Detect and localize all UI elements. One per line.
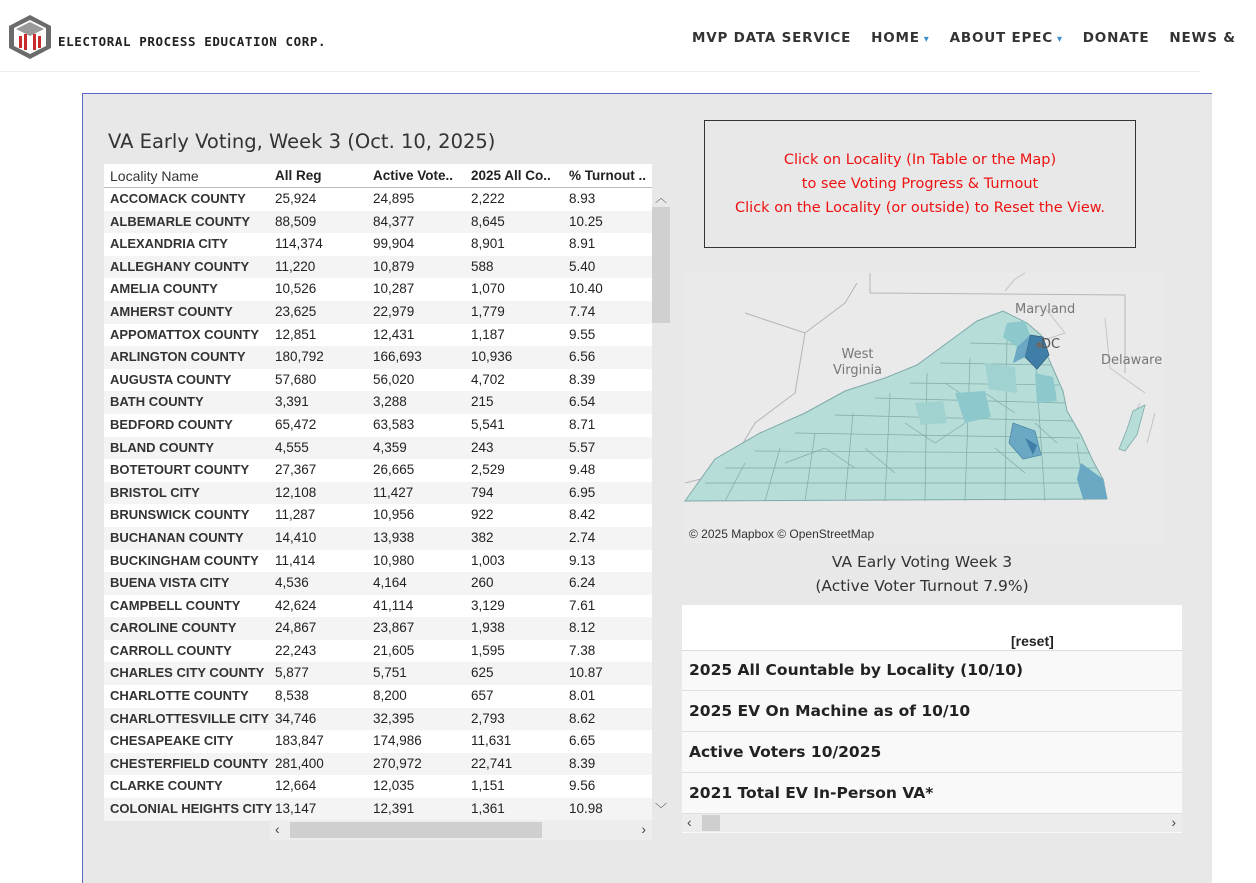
map-caption-turnout: (Active Voter Turnout 7.9%): [815, 577, 1029, 595]
table-row[interactable]: [104, 301, 652, 324]
table-row[interactable]: [104, 391, 652, 414]
cell-active-voters: 10,956: [373, 507, 415, 523]
cell-turnout: 6.95: [569, 484, 596, 500]
cell-locality: BRISTOL CITY: [110, 484, 200, 500]
cell-locality: BATH COUNTY: [110, 394, 204, 410]
cell-locality: ARLINGTON COUNTY: [110, 349, 246, 365]
column-header-all-countable[interactable]: 2025 All Co..: [471, 168, 551, 183]
cell-locality: BLAND COUNTY: [110, 439, 214, 455]
cell-all-countable: 243: [471, 439, 494, 455]
cell-active-voters: 12,035: [373, 778, 415, 794]
cell-turnout: 8.12: [569, 620, 596, 636]
cell-active-voters: 24,895: [373, 191, 415, 206]
cell-locality: AUGUSTA COUNTY: [110, 371, 232, 387]
cell-turnout: 10.87: [569, 665, 603, 681]
column-header-turnout[interactable]: % Turnout ..: [569, 168, 646, 183]
reset-area: [682, 605, 1182, 651]
table-row[interactable]: [104, 775, 652, 798]
cell-active-voters: 41,114: [373, 597, 414, 613]
cell-turnout: 10.25: [569, 213, 603, 229]
table-row[interactable]: [104, 233, 652, 256]
instructions-box: [704, 120, 1136, 248]
cell-locality: CHARLES CITY COUNTY: [110, 665, 265, 681]
cell-turnout: 7.38: [569, 642, 596, 658]
table-row[interactable]: [104, 640, 652, 663]
scroll-up-icon[interactable]: ︿: [654, 191, 667, 205]
cell-turnout: 8.62: [569, 710, 596, 726]
map-credit[interactable]: © 2025 Mapbox © OpenStreetMap: [689, 527, 875, 541]
chevron-down-icon: ▾: [923, 34, 930, 45]
cell-turnout: 9.13: [569, 552, 596, 568]
cell-all-countable: 3,129: [471, 597, 505, 613]
cell-locality: APPOMATTOX COUNTY: [110, 326, 260, 342]
cell-all-reg: 8,538: [275, 688, 309, 704]
cell-active-voters: 10,287: [373, 281, 415, 297]
cell-active-voters: 23,867: [373, 620, 415, 636]
virginia-map[interactable]: [685, 273, 1164, 543]
table-row[interactable]: [104, 685, 652, 708]
cell-all-reg: 12,664: [275, 778, 317, 794]
cell-all-countable: 1,361: [471, 801, 505, 817]
table-row[interactable]: [104, 414, 652, 437]
cell-locality: ALBEMARLE COUNTY: [110, 213, 251, 229]
nav-news[interactable]: NEWS &: [1169, 30, 1236, 46]
cell-active-voters: 84,377: [373, 213, 415, 229]
table-row[interactable]: [104, 369, 652, 392]
instruction-line: to see Voting Progress & Turnout: [801, 176, 1039, 192]
sheet-option-all-countable[interactable]: 2025 All Countable by Locality (10/10): [682, 651, 1182, 691]
cell-all-reg: 3,391: [275, 394, 309, 410]
main-nav: [692, 30, 1256, 46]
column-header-active-voters[interactable]: Active Vote..: [373, 168, 454, 183]
table-scroll-thumb[interactable]: [652, 207, 670, 323]
cell-all-countable: 657: [471, 688, 494, 704]
cell-turnout: 8.39: [569, 755, 596, 771]
cell-locality: CHARLOTTE COUNTY: [110, 688, 249, 704]
cell-all-countable: 215: [471, 394, 494, 410]
cell-turnout: 8.42: [569, 507, 596, 523]
scroll-right-icon[interactable]: ›: [641, 821, 646, 837]
cell-all-reg: 11,287: [275, 507, 316, 523]
cell-all-reg: 11,220: [275, 258, 316, 274]
cell-turnout: 8.39: [569, 371, 596, 387]
cell-active-voters: 32,395: [373, 710, 415, 726]
column-header-all-reg[interactable]: All Reg: [275, 168, 322, 183]
cell-turnout: 6.65: [569, 733, 596, 749]
cell-locality: CHESTERFIELD COUNTY: [110, 755, 269, 771]
cell-turnout: 8.93: [569, 191, 596, 206]
cell-locality: CLARKE COUNTY: [110, 778, 223, 794]
table-row[interactable]: [104, 798, 652, 821]
cell-all-reg: 4,555: [275, 439, 309, 455]
cell-active-voters: 12,391: [373, 801, 415, 817]
cell-turnout: 2.74: [569, 529, 596, 545]
cell-all-reg: 13,147: [275, 801, 317, 817]
cell-turnout: 7.61: [569, 597, 596, 613]
cell-active-voters: 21,605: [373, 642, 415, 658]
table-row[interactable]: [104, 278, 652, 301]
cell-active-voters: 4,359: [373, 439, 407, 455]
table-row[interactable]: [104, 211, 652, 234]
site-logo-text[interactable]: ELECTORAL PROCESS EDUCATION CORP.: [58, 34, 327, 49]
cell-active-voters: 3,288: [373, 394, 407, 410]
cell-locality: CAMPBELL COUNTY: [110, 597, 241, 613]
cell-locality: CHESAPEAKE CITY: [110, 733, 234, 749]
cell-all-reg: 42,624: [275, 597, 317, 613]
cell-turnout: 8.91: [569, 236, 596, 252]
cell-all-countable: 5,541: [471, 416, 505, 432]
sheet-option-ev-on-machine[interactable]: 2025 EV On Machine as of 10/10: [682, 692, 1182, 732]
cell-active-voters: 56,020: [373, 371, 415, 387]
cell-all-reg: 27,367: [275, 462, 317, 478]
cell-active-voters: 10,879: [373, 258, 415, 274]
cell-all-reg: 12,851: [275, 326, 317, 342]
table-row[interactable]: [104, 256, 652, 279]
nav-about-epec[interactable]: ABOUT EPEC ▾: [949, 30, 1063, 46]
sheet-option-2021-total-ev[interactable]: 2021 Total EV In-Person VA*: [682, 774, 1182, 814]
cell-active-voters: 99,904: [373, 236, 415, 252]
panel-scroll-thumb[interactable]: [702, 815, 720, 831]
cell-all-countable: 8,645: [471, 213, 505, 229]
table-horizontal-scrollbar[interactable]: [270, 820, 652, 840]
cell-all-reg: 5,877: [275, 665, 309, 681]
table-row[interactable]: [104, 504, 652, 527]
cell-all-countable: 2,793: [471, 710, 505, 726]
cell-locality: BUCHANAN COUNTY: [110, 529, 244, 545]
table-header: [104, 164, 652, 188]
cell-active-voters: 10,980: [373, 552, 415, 568]
cell-all-reg: 11,414: [275, 552, 316, 568]
cell-all-reg: 34,746: [275, 710, 317, 726]
table-row[interactable]: [104, 617, 652, 640]
table-hscroll-thumb[interactable]: [290, 822, 542, 838]
cell-turnout: 5.57: [569, 439, 596, 455]
map-canvas[interactable]: [685, 273, 1164, 543]
scroll-left-icon[interactable]: ‹: [275, 821, 280, 837]
cell-all-reg: 57,680: [275, 371, 317, 387]
cell-locality: CARROLL COUNTY: [110, 642, 232, 658]
cell-all-countable: 922: [471, 507, 494, 523]
cell-all-reg: 10,526: [275, 281, 317, 297]
locality-table[interactable]: [104, 164, 652, 819]
table-row[interactable]: [104, 459, 652, 482]
cell-all-countable: 1,938: [471, 620, 505, 636]
cell-locality: ALLEGHANY COUNTY: [110, 258, 250, 274]
table-row[interactable]: [104, 572, 652, 595]
map-label-maryland: Maryland: [1015, 302, 1076, 317]
cell-all-reg: 24,867: [275, 620, 317, 636]
cell-all-reg: 281,400: [275, 755, 324, 771]
table-row[interactable]: [104, 550, 652, 573]
cell-turnout: 9.56: [569, 778, 596, 794]
table-vertical-scrollbar[interactable]: [652, 187, 670, 819]
nav-home[interactable]: HOME ▾: [871, 30, 930, 46]
cell-all-countable: 794: [471, 484, 494, 500]
sheet-selector-panel: [682, 605, 1182, 833]
table-row[interactable]: [104, 324, 652, 347]
cell-all-reg: 22,243: [275, 642, 317, 658]
cell-locality: AMHERST COUNTY: [110, 303, 233, 319]
cell-active-voters: 8,200: [373, 688, 407, 704]
column-header-locality[interactable]: Locality Name: [110, 168, 199, 184]
cell-active-voters: 166,693: [373, 349, 422, 365]
cell-locality: CAROLINE COUNTY: [110, 620, 237, 636]
cell-all-reg: 65,472: [275, 416, 317, 432]
cell-all-countable: 8,901: [471, 236, 505, 252]
scroll-right-icon[interactable]: ›: [1171, 814, 1176, 830]
cell-turnout: 8.71: [569, 416, 596, 432]
scroll-down-icon[interactable]: ﹀: [654, 802, 667, 816]
reset-button[interactable]: [reset]: [1011, 633, 1054, 649]
map-label-dc: DC: [1041, 337, 1061, 352]
cell-all-countable: 1,070: [471, 281, 505, 297]
cell-all-reg: 180,792: [275, 349, 324, 365]
cell-active-voters: 26,665: [373, 462, 415, 478]
cell-turnout: 6.56: [569, 349, 596, 365]
cell-locality: ACCOMACK COUNTY: [110, 191, 246, 206]
cell-active-voters: 4,164: [373, 575, 407, 591]
cell-turnout: 9.55: [569, 326, 596, 342]
nav-donate[interactable]: DONATE: [1082, 30, 1150, 46]
cell-all-reg: 12,108: [275, 484, 317, 500]
cell-all-countable: 1,595: [471, 642, 505, 658]
table-row[interactable]: [104, 482, 652, 505]
cell-locality: AMELIA COUNTY: [110, 281, 218, 297]
cell-turnout: 10.40: [569, 281, 603, 297]
chevron-down-icon: ▾: [1056, 34, 1063, 45]
cell-turnout: 6.24: [569, 575, 596, 591]
cell-all-reg: 4,536: [275, 575, 309, 591]
table-row[interactable]: [104, 753, 652, 776]
table-row[interactable]: [104, 708, 652, 731]
site-header: [0, 0, 1236, 72]
map-label-west-virginia: West Virginia: [833, 347, 883, 378]
cell-locality: BUCKINGHAM COUNTY: [110, 552, 259, 568]
cell-all-countable: 10,936: [471, 349, 513, 365]
cell-all-countable: 1,187: [471, 326, 505, 342]
cell-locality: BEDFORD COUNTY: [110, 416, 233, 432]
cell-all-countable: 1,779: [471, 303, 505, 319]
cell-turnout: 7.74: [569, 303, 596, 319]
table-row[interactable]: [104, 188, 652, 211]
cell-all-reg: 183,847: [275, 733, 324, 749]
cell-all-countable: 1,151: [471, 778, 505, 794]
table-row[interactable]: [104, 437, 652, 460]
table-body: [104, 188, 652, 821]
cell-active-voters: 174,986: [373, 733, 422, 749]
cell-all-reg: 88,509: [275, 213, 317, 229]
cell-active-voters: 12,431: [373, 326, 415, 342]
table-row[interactable]: [104, 730, 652, 753]
cell-turnout: 10.98: [569, 801, 603, 817]
table-row[interactable]: [104, 346, 652, 369]
cell-locality: BOTETOURT COUNTY: [110, 462, 250, 478]
table-row[interactable]: [104, 527, 652, 550]
sheet-option-active-voters[interactable]: Active Voters 10/2025: [682, 733, 1182, 773]
cell-active-voters: 5,751: [373, 665, 407, 681]
cell-active-voters: 11,427: [373, 484, 414, 500]
cell-all-countable: 625: [471, 665, 494, 681]
cell-locality: ALEXANDRIA CITY: [110, 236, 228, 252]
instruction-line: Click on the Locality (or outside) to Reset the View.: [735, 200, 1105, 216]
cell-turnout: 6.54: [569, 394, 596, 410]
cell-active-voters: 63,583: [373, 416, 415, 432]
cell-turnout: 5.40: [569, 258, 596, 274]
cell-locality: CHARLOTTESVILLE CITY: [110, 710, 269, 726]
cell-all-countable: 588: [471, 258, 494, 274]
cell-active-voters: 13,938: [373, 529, 415, 545]
map-label-delaware: Delaware: [1101, 353, 1163, 368]
cell-all-countable: 22,741: [471, 755, 513, 771]
cell-all-countable: 2,529: [471, 462, 505, 478]
cell-all-countable: 11,631: [471, 733, 512, 749]
cell-locality: BRUNSWICK COUNTY: [110, 507, 250, 523]
map-caption-title: VA Early Voting Week 3: [831, 553, 1013, 571]
cell-all-reg: 14,410: [275, 529, 317, 545]
map-caption: [684, 550, 1160, 598]
cell-all-countable: 4,702: [471, 371, 505, 387]
cell-all-countable: 382: [471, 529, 494, 545]
cell-all-reg: 23,625: [275, 303, 317, 319]
nav-mvp-data-service[interactable]: MVP DATA SERVICE: [692, 30, 852, 46]
cell-turnout: 8.01: [569, 688, 596, 704]
cell-all-reg: 25,924: [275, 191, 317, 206]
cell-locality: BUENA VISTA CITY: [110, 575, 230, 591]
scroll-left-icon[interactable]: ‹: [687, 814, 692, 830]
table-row[interactable]: [104, 595, 652, 618]
table-row[interactable]: [104, 662, 652, 685]
cell-all-countable: 260: [471, 575, 494, 591]
instruction-line: Click on Locality (In Table or the Map): [783, 152, 1057, 168]
epec-logo-icon[interactable]: [8, 14, 52, 60]
cell-all-reg: 114,374: [275, 236, 323, 252]
cell-active-voters: 270,972: [373, 755, 422, 771]
cell-all-countable: 1,003: [471, 552, 505, 568]
cell-active-voters: 22,979: [373, 303, 415, 319]
cell-turnout: 9.48: [569, 462, 596, 478]
dashboard-title: VA Early Voting, Week 3 (Oct. 10, 2025): [108, 130, 496, 153]
cell-locality: COLONIAL HEIGHTS CITY: [110, 801, 273, 817]
cell-all-countable: 2,222: [471, 191, 505, 206]
panel-horizontal-scrollbar[interactable]: [682, 814, 1182, 832]
